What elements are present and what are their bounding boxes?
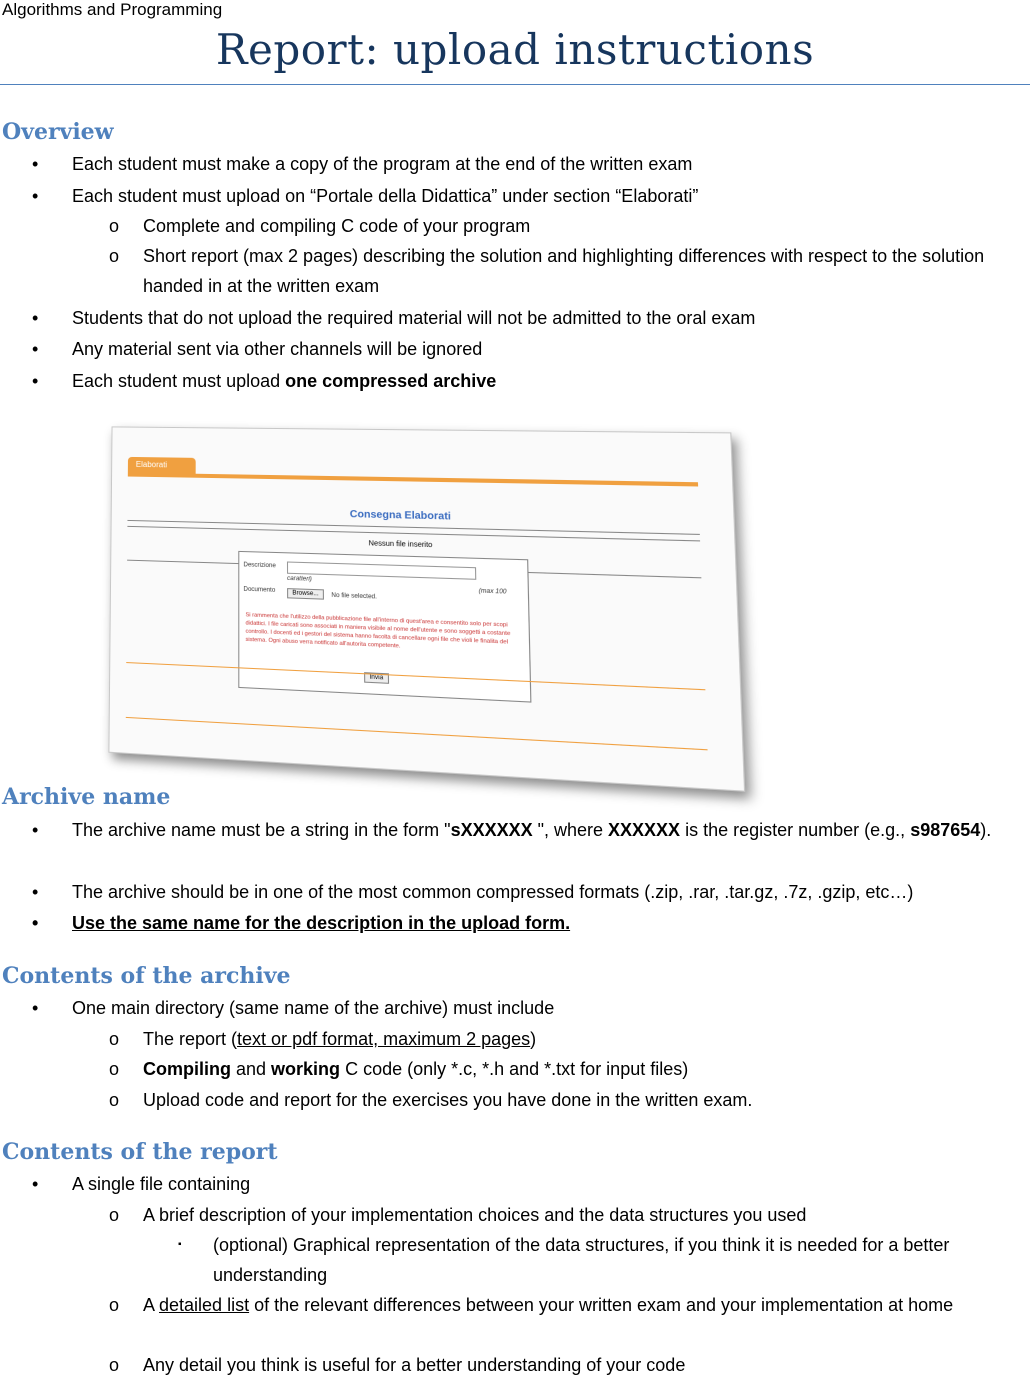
list-item: o The report (text or pdf format, maximum 2 pages) bbox=[109, 1024, 1009, 1054]
chars-note: caratteri) bbox=[287, 575, 312, 583]
heading-overview: Overview bbox=[2, 119, 114, 145]
circle-marker: o bbox=[109, 216, 120, 236]
list-item: • Any material sent via other channels will be ignored bbox=[32, 334, 1022, 364]
list-item: • Use the same name for the description in the upload form. bbox=[32, 908, 1022, 938]
square-marker: ▪ bbox=[178, 1239, 182, 1250]
no-file-text: No file selected. bbox=[331, 592, 378, 601]
bullet-marker: • bbox=[32, 186, 39, 206]
title-rule bbox=[0, 84, 1030, 85]
circle-marker: o bbox=[109, 1355, 120, 1375]
bullet-marker: • bbox=[32, 154, 39, 174]
course-name: Algorithms and Programming bbox=[2, 0, 223, 19]
list-item: o A brief description of your implementation choices and the data structures you used bbox=[109, 1200, 1009, 1230]
list-item: o A detailed list of the relevant differences between your written exam and your implementation at home bbox=[109, 1290, 1009, 1320]
list-item: • Students that do not upload the required material will not be admitted to the oral exam bbox=[32, 303, 1022, 333]
bullet-marker: • bbox=[32, 820, 39, 840]
bullet-marker: • bbox=[32, 371, 39, 391]
circle-marker: o bbox=[109, 1295, 120, 1315]
bullet-marker: • bbox=[32, 913, 39, 933]
list-item: o Complete and compiling C code of your program bbox=[109, 211, 1009, 241]
max-note: (max 100 bbox=[478, 588, 507, 596]
list-item: • The archive should be in one of the most common compressed formats (.zip, .rar, .tar.gz, .7z, .gzip, etc…) bbox=[32, 877, 1022, 907]
upload-form-screenshot bbox=[100, 416, 700, 766]
no-files-text: Nessun file inserito bbox=[368, 540, 433, 550]
bullet-marker: • bbox=[32, 882, 39, 902]
screenshot-frame bbox=[108, 426, 745, 791]
circle-marker: o bbox=[109, 246, 120, 266]
elaborati-tab: Elaborati bbox=[128, 457, 196, 474]
circle-marker: o bbox=[109, 1059, 120, 1079]
circle-marker: o bbox=[109, 1090, 120, 1110]
list-item: • A single file containing bbox=[32, 1169, 1022, 1199]
page-title: Report: upload instructions bbox=[215, 25, 815, 74]
heading-archive-name: Archive name bbox=[2, 784, 171, 810]
document-label: Documento bbox=[243, 586, 276, 594]
divider bbox=[126, 717, 708, 750]
bullet-marker: • bbox=[32, 308, 39, 328]
description-input bbox=[287, 561, 476, 579]
list-item: o Upload code and report for the exercises you have done in the written exam. bbox=[109, 1085, 1009, 1115]
submit-button: Invia bbox=[364, 672, 389, 684]
list-item: ▪ (optional) Graphical representation of the data structures, if you think it is needed for a better understanding bbox=[178, 1230, 993, 1290]
bullet-marker: • bbox=[32, 1174, 39, 1194]
list-item: o Any detail you think is useful for a better understanding of your code bbox=[109, 1350, 1009, 1380]
list-item: • One main directory (same name of the archive) must include bbox=[32, 993, 1022, 1023]
description-label: Descrizione bbox=[243, 562, 276, 570]
screenshot-title: Consegna Elaborati bbox=[349, 508, 452, 523]
browse-button: Browse... bbox=[287, 588, 324, 600]
list-item: • Each student must upload on “Portale della Didattica” under section “Elaborati” bbox=[32, 181, 1022, 211]
notice-text: Si rammenta che l'utilizzo della pubblicazione file all'interno di quest'area e consentito solo per scopi didattici. I file caricati sono associati in maniera visibile al nome dell'utente e sono soggetti a costante controllo. I docenti ed i gestori del sistema hanno facolta di cancellare ogni file che violi le finalita del sistema. Ogni abuso verra notificato all'autorita competente. bbox=[245, 612, 511, 650]
bullet-marker: • bbox=[32, 998, 39, 1018]
circle-marker: o bbox=[109, 1029, 120, 1049]
list-item: • The archive name must be a string in the form "sXXXXXX ", where XXXXXX is the register number (e.g., s987654). bbox=[32, 815, 1022, 845]
list-item: • Each student must upload one compressed archive bbox=[32, 366, 1022, 396]
heading-contents-archive: Contents of the archive bbox=[2, 963, 291, 989]
heading-contents-report: Contents of the report bbox=[2, 1139, 278, 1165]
list-item: o Compiling and working C code (only *.c, *.h and *.txt for input files) bbox=[109, 1054, 1009, 1084]
orange-header-bar bbox=[128, 473, 698, 487]
list-item: • Each student must make a copy of the program at the end of the written exam bbox=[32, 149, 1022, 179]
bullet-marker: • bbox=[32, 339, 39, 359]
circle-marker: o bbox=[109, 1205, 120, 1225]
list-item: o Short report (max 2 pages) describing the solution and highlighting differences with respect to the solution handed in at the written exam bbox=[109, 241, 1009, 301]
